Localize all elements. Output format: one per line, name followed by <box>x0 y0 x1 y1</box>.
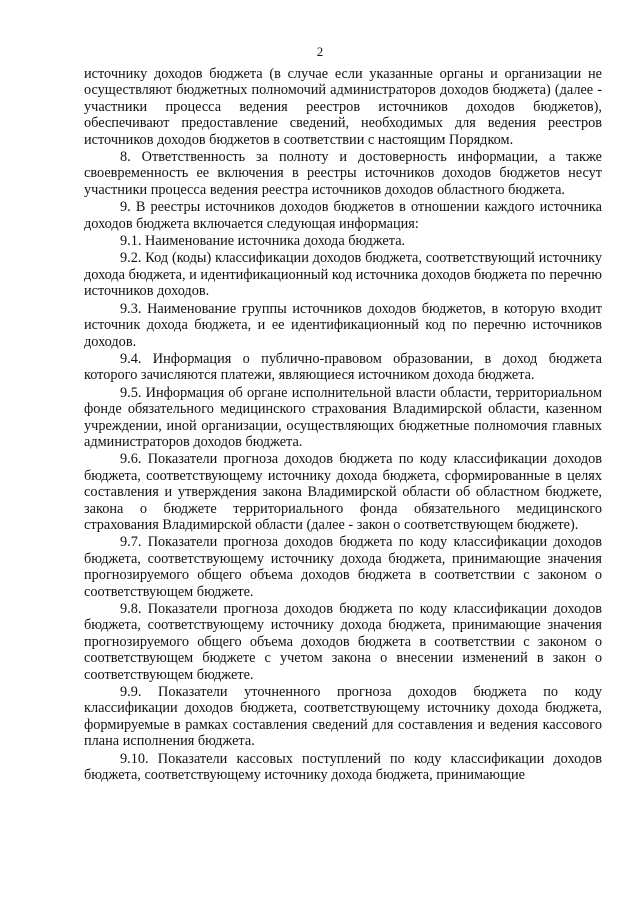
paragraph-item-9: 9. В реестры источников доходов бюджетов в отношении каждого источника доходов бюджета включается следующая информация: <box>84 199 602 232</box>
paragraph-item-9-4: 9.4. Информация о публично-правовом образовании, в доход бюджета которого зачисляются платежи, являющиеся источником дохода бюджета. <box>84 350 602 384</box>
paragraph-item-9-10: 9.10. Показатели кассовых поступлений по коду классификации доходов бюджета, соответствующему источнику дохода бюджета, принимающие <box>84 750 602 784</box>
paragraph-item-9-8: 9.8. Показатели прогноза доходов бюджета по коду классификации доходов бюджета, соответствующему источнику дохода бюджета, принимающие значения прогнозируемого общего объема доходов бюджета в соответствии с законом о соответствующем бюджете с учетом закона о внесении изменений в закон о соответствующем бюджете. <box>84 601 602 683</box>
paragraph-item-8: 8. Ответственность за полноту и достоверность информации, а также своевременность ее включения в реестры источников доходов бюджетов несут участники процесса ведения реестра источников доходов областного бюджета. <box>84 149 602 198</box>
page-number: 2 <box>316 44 324 59</box>
paragraph-item-9-3: 9.3. Наименование группы источников доходов бюджетов, в которую входит источник дохода бюджета, и ее идентификационный код по перечню источников доходов. <box>84 300 602 350</box>
document-body <box>84 66 602 783</box>
paragraph-item-9-9: 9.9. Показатели уточненного прогноза доходов бюджета по коду классификации доходов бюджета, соответствующему источнику дохода бюджета, формируемые в рамках составления сведений для составления и ведения кассового плана исполнения бюджета. <box>84 684 602 750</box>
paragraph-item-9-2: 9.2. Код (коды) классификации доходов бюджета, соответствующий источнику дохода бюджета, и идентификационный код источника доходов бюджета по перечню источников доходов. <box>84 250 602 300</box>
paragraph-item-9-6: 9.6. Показатели прогноза доходов бюджета по коду классификации доходов бюджета, соответствующему источнику дохода бюджета, сформированные в целях составления и утверждения закона Владимирской области об областном бюджете, закона о бюджете территориального фонда обязательного медицинского страхования Владимирской области (далее - закон о соответствующем бюджете). <box>84 451 602 533</box>
paragraph-item-9-7: 9.7. Показатели прогноза доходов бюджета по коду классификации доходов бюджета, соответствующему источнику дохода бюджета, принимающие значения прогнозируемого общего объема доходов бюджета в соответствии с законом о соответствующем бюджете. <box>84 534 602 600</box>
paragraph-continuation: источнику доходов бюджета (в случае если указанные органы и организации не осуществляют бюджетных полномочий администраторов доходов бюджета) (далее - участники процесса ведения реестров источников доходов бюджетов), обеспечивают предоставление сведений, необходимых для ведения реестров источников доходов бюджетов в соответствии с настоящим Порядком. <box>84 66 602 148</box>
paragraph-item-9-5: 9.5. Информация об органе исполнительной власти области, территориальном фонде обязательного медицинского страхования Владимирской области, казенном учреждении, иной организации, осуществляющих бюджетные полномочия главных администраторов доходов бюджета. <box>84 384 602 450</box>
paragraph-item-9-1: 9.1. Наименование источника дохода бюджета. <box>120 233 406 250</box>
